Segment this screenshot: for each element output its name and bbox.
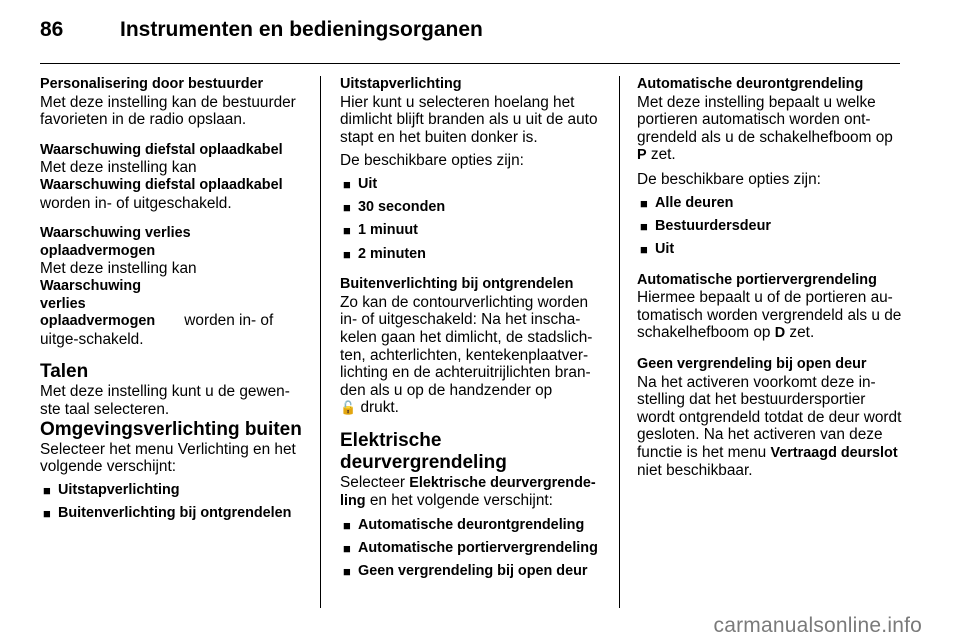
section-talen [40,361,308,418]
bullet-icon: ■ [640,218,648,234]
paragraph: Selecteer het menu Verlichting en het volgende verschijnt: [40,440,296,476]
section-omgevingsverlichting [40,419,308,523]
heading-omgevingsverlichting: Omgevingsverlichting buiten [40,418,302,440]
paragraph: Met deze instelling bepaalt u welke portieren automatisch worden ont-grendeld als u de schakelhefboom op P zet. [637,93,893,164]
subheading: Buitenverlichting bij ontgrendelen [340,276,574,293]
paragraph: Met deze instelling kan [40,260,197,278]
unlock-icon: 🔓 [340,400,357,416]
bold-term: Waarschuwing diefstal oplaadkabel [40,176,283,193]
column-2 [340,76,606,587]
paragraph: worden in- of uitgeschakeld. [40,194,232,212]
option-list [40,482,308,523]
list-item: ■ Buitenverlichting bij ontgrendelen [43,504,292,521]
page-number: 86 [40,18,64,41]
subheading: Automatische portiervergrendeling [637,271,877,288]
list-item: ■ Uit [343,175,378,192]
paragraph: Hiermee bepaalt u of de portieren au-tomatisch worden vergrendeld als u de schakelhefboom op D zet. [637,289,902,342]
subheading: Waarschuwing diefstal oplaadkabel [40,141,283,158]
section-diefstal [40,142,308,212]
list-item: ■ 30 seconden [343,199,446,216]
section-buitenverlichting [340,276,606,417]
list-item: ■ Alle deuren [640,194,734,211]
list-item: ■ Uitstapverlichting [43,481,180,498]
bullet-icon: ■ [343,246,351,262]
section-geen-vergrendeling [637,356,903,480]
paragraph [40,278,308,348]
paragraph: Met deze instelling kan de bestuurder favorieten in de radio opslaan. [40,93,296,129]
options-intro: De beschikbare opties zijn: [637,170,821,188]
bullet-icon: ■ [343,200,351,216]
bold-term: Elektrische deurvergrende-ling [340,474,596,510]
header-divider [40,63,900,64]
bullet-icon: ■ [43,505,51,521]
column-divider-1 [320,76,321,608]
column-divider-2 [619,76,620,608]
paragraph: Met deze instelling kan [40,159,197,177]
bullet-icon: ■ [343,176,351,192]
heading-talen: Talen [40,361,89,383]
section-uitstapverlichting [340,76,606,146]
subheading: Geen vergrendeling bij open deur [637,355,867,372]
list-item: ■ 1 minuut [343,222,418,239]
option-list [340,176,606,263]
section-personalisering [40,76,308,129]
subheading: Automatische deurontgrendeling [637,76,864,92]
subheading: Uitstapverlichting [340,76,462,92]
bullet-icon: ■ [640,195,648,211]
options-intro: De beschikbare opties zijn: [340,152,524,170]
page-title: Instrumenten en bedieningsorganen [120,18,483,41]
paragraph: Zo kan de contourverlichting worden in- of uitgeschakeld: Na het inscha-kelen gaan het dimlicht, de stadslich-ten, achterlichten, kentekenplaatver-lichting en de achteruitrijlichten bran-den als u op de handzender op 🔓 drukt. [340,293,593,417]
bullet-icon: ■ [343,223,351,239]
heading-elektrische-deurvergrendeling: Elektrische deurvergrendeling [340,429,507,473]
bullet-icon: ■ [43,482,51,498]
section-automatische-portiervergrendeling [637,272,903,343]
option-list [340,517,606,581]
list-item: ■ Automatische portiervergrendeling [343,540,598,557]
section-automatische-deurontgrendeling [637,76,903,165]
watermark: carmanualsonline.info [713,614,922,637]
paragraph: Selecteer Elektrische deurvergrende-ling en het volgende verschijnt: [340,473,596,510]
column-1 [40,76,308,528]
bullet-icon: ■ [640,241,648,257]
bold-term: P [637,147,647,164]
paragraph: Hier kunt u selecteren hoelang het dimlicht blijft branden als u uit de auto stapt en het buiten donker is. [340,93,598,146]
subheading: Personalisering door bestuurder [40,76,264,92]
list-item: ■ Geen vergrendeling bij open deur [343,563,588,580]
paragraph: Na het activeren voorkomt deze in-stelling dat het bestuurdersportier wordt ontgrendeld totdat de deur wordt gesloten. Na het activeren van deze functie is het menu Vertraagd deurslot niet beschikbaar. [637,373,902,480]
section-verlies [40,225,308,348]
subheading: Waarschuwing verlies oplaadvermogen [40,225,191,259]
list-item: ■ Uit [640,240,675,257]
bullet-icon: ■ [343,518,351,534]
paragraph: Met deze instelling kunt u de gewen-ste taal selecteren. [40,383,290,418]
list-item: ■ Bestuurdersdeur [640,217,771,234]
section-elektrische-deurvergrendeling [340,430,606,581]
option-list [637,195,903,259]
list-item: ■ Automatische deurontgrendeling [343,517,585,534]
bold-term: Waarschuwing verlies oplaadvermogen [40,277,156,330]
column-3 [637,76,903,493]
paragraph-tail: worden in- of uitge-schakeld. [40,312,274,348]
bold-term: D [774,325,786,342]
list-item: ■ 2 minuten [343,245,426,262]
bullet-icon: ■ [343,564,351,580]
bullet-icon: ■ [343,541,351,557]
bold-term: Vertraagd deurslot [770,444,898,461]
